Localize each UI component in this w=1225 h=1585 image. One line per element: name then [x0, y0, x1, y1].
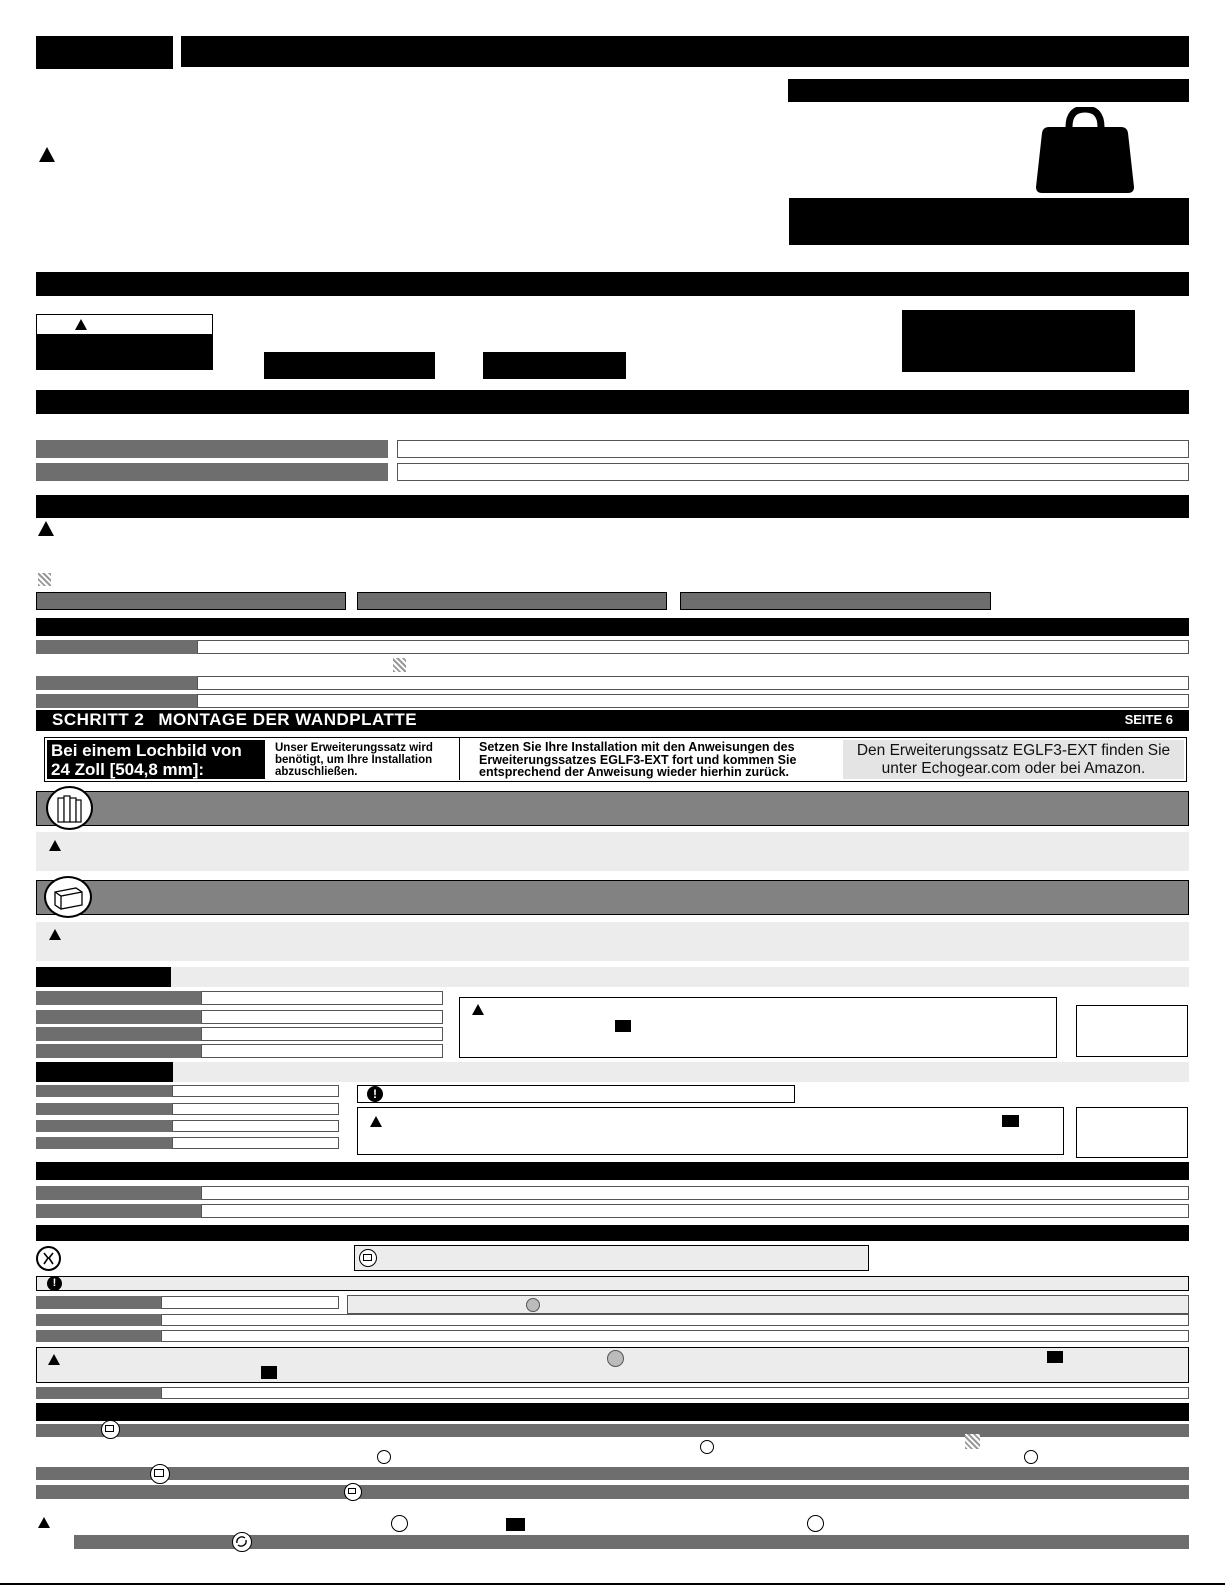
field-label: [36, 1330, 161, 1342]
field-label: [36, 1010, 201, 1024]
exclamation-icon: !: [367, 1086, 383, 1102]
weight-panel-footer: [789, 198, 1189, 245]
instruction-bar: [36, 1485, 1189, 1499]
warning-icon: [38, 521, 54, 536]
tab-block: [680, 592, 991, 610]
field-label: [36, 1314, 161, 1326]
field-label: [36, 1186, 201, 1200]
tab-block: [357, 592, 667, 610]
spec-group-title: [36, 1062, 173, 1082]
section-bar: [36, 390, 1189, 414]
field-value: [172, 1137, 339, 1149]
hole-pattern-text: Bei einem Lochbild von 24 Zoll [504,8 mm]:: [51, 741, 242, 779]
attention-bar: [36, 1276, 1189, 1291]
field-value: [172, 1120, 339, 1132]
rotate-icon: [232, 1532, 252, 1552]
field-label: [36, 991, 201, 1005]
dark-block: [264, 352, 435, 379]
field-value: [161, 1330, 1189, 1342]
field-label: [36, 694, 197, 708]
section-bar: [36, 272, 1189, 296]
section-bar: [36, 1162, 1189, 1180]
header-tab: [36, 36, 173, 69]
spec-warning-box: [459, 997, 1057, 1058]
field-label: [36, 1103, 172, 1115]
mark-square: [1002, 1115, 1019, 1127]
continue-text: Setzen Sie Ihre Installation mit den Anweisungen des Erweiterungssatzes EGLF3-EXT fort und kommen Sie entsprechend der Anweisung wieder hierhin zurück.: [479, 740, 797, 779]
marker-circle: [607, 1350, 624, 1367]
level-icon: [344, 1483, 362, 1501]
drill-icon: [36, 1246, 61, 1271]
hardware-icon: [393, 658, 406, 672]
warning-icon: [472, 1004, 484, 1015]
field-value: [161, 1387, 1189, 1399]
level-icon: [150, 1464, 170, 1484]
field-value: [201, 1027, 443, 1041]
marker-circle: [807, 1515, 824, 1532]
dark-panel: [902, 310, 1135, 372]
warning-icon: [39, 147, 55, 162]
field-label: [36, 676, 197, 690]
field-value: [397, 463, 1189, 481]
mark-square: [261, 1366, 277, 1379]
field-value: [172, 1103, 339, 1115]
weight-panel-header: [788, 79, 1189, 102]
field-label: [36, 463, 388, 481]
field-label: [36, 1204, 201, 1218]
marker-circle: [377, 1450, 391, 1464]
warning-icon: [49, 929, 61, 940]
spec-image-box: [1076, 1107, 1188, 1158]
hardware-icon: [38, 573, 51, 586]
section-bar: [36, 618, 1189, 636]
caution-box: [36, 314, 213, 370]
field-value: [201, 1044, 443, 1058]
field-label: [36, 1027, 201, 1041]
header-bar: [181, 36, 1189, 67]
field-value: [347, 1295, 1189, 1314]
field-label: [36, 1387, 161, 1399]
concrete-header: [36, 880, 1189, 915]
instruction-bar: [36, 1467, 1189, 1480]
field-value: [201, 1010, 443, 1024]
field-label: [36, 1044, 201, 1058]
section-bar: [36, 1225, 1189, 1241]
info-bar: [354, 1245, 869, 1271]
section-bar: [36, 495, 1189, 518]
marker-circle: [1024, 1450, 1038, 1464]
field-value: [197, 640, 1189, 654]
spec-group-band: [36, 967, 1189, 987]
field-value: [197, 694, 1189, 708]
spec-image-box: [1076, 1005, 1188, 1057]
field-value: [197, 676, 1189, 690]
warning-icon: [38, 1517, 50, 1528]
field-label: [36, 1296, 161, 1309]
marker-circle: [700, 1440, 714, 1454]
attention-bar: [357, 1085, 795, 1103]
field-value: [201, 1204, 1189, 1218]
field-label: [36, 1085, 172, 1097]
step-title: MONTAGE DER WANDPLATTE: [158, 710, 418, 729]
spec-group-band: [36, 1062, 1189, 1082]
find-kit-text: Den Erweiterungssatz EGLF3-EXT finden Sie unter Echogear.com oder bei Amazon.: [856, 742, 1171, 777]
exclamation-icon: !: [47, 1276, 62, 1291]
wood-stud-warning: [36, 832, 1189, 871]
mark-square: [615, 1020, 631, 1032]
extension-notice: [44, 737, 1187, 782]
concrete-warning: [36, 922, 1189, 961]
field-value: [201, 1186, 1189, 1200]
field-value: [172, 1085, 339, 1097]
concrete-block-icon: [44, 876, 92, 918]
marker-circle: [391, 1515, 408, 1532]
field-label: [36, 1120, 172, 1132]
warning-icon: [370, 1116, 382, 1127]
warning-icon: [75, 319, 87, 330]
step-header: [36, 710, 1189, 731]
field-value: [161, 1314, 1189, 1326]
field-value: [397, 440, 1189, 458]
level-icon: [101, 1420, 120, 1439]
wood-stud-header: [36, 791, 1189, 826]
field-label: [36, 1137, 172, 1149]
kit-needed-text: Unser Erweiterungssatz wird benötigt, um Ihre Installation abzuschließen.: [275, 742, 433, 778]
hardware-icon: [965, 1434, 980, 1449]
weight-icon: [1033, 107, 1137, 195]
marker-circle: [526, 1298, 540, 1312]
wood-stud-icon: [46, 786, 93, 830]
mark-square: [506, 1518, 525, 1531]
warning-icon: [48, 1354, 60, 1365]
warning-panel: [36, 1347, 1189, 1383]
step-label: SCHRITT 2: [52, 710, 145, 729]
instruction-bar: [36, 1424, 1189, 1437]
dark-block: [483, 352, 626, 379]
warning-icon: [49, 840, 61, 851]
field-value: [201, 991, 443, 1005]
field-label: [36, 640, 197, 654]
mark-square: [1047, 1351, 1063, 1363]
spec-warning-box: [357, 1107, 1064, 1155]
field-label: [36, 440, 388, 458]
tab-block: [36, 592, 346, 610]
section-bar: [36, 1403, 1189, 1421]
level-icon: [359, 1249, 377, 1267]
spec-group-title: [36, 967, 171, 987]
field-value: [161, 1296, 339, 1309]
step-page: SEITE 6: [1124, 712, 1173, 727]
